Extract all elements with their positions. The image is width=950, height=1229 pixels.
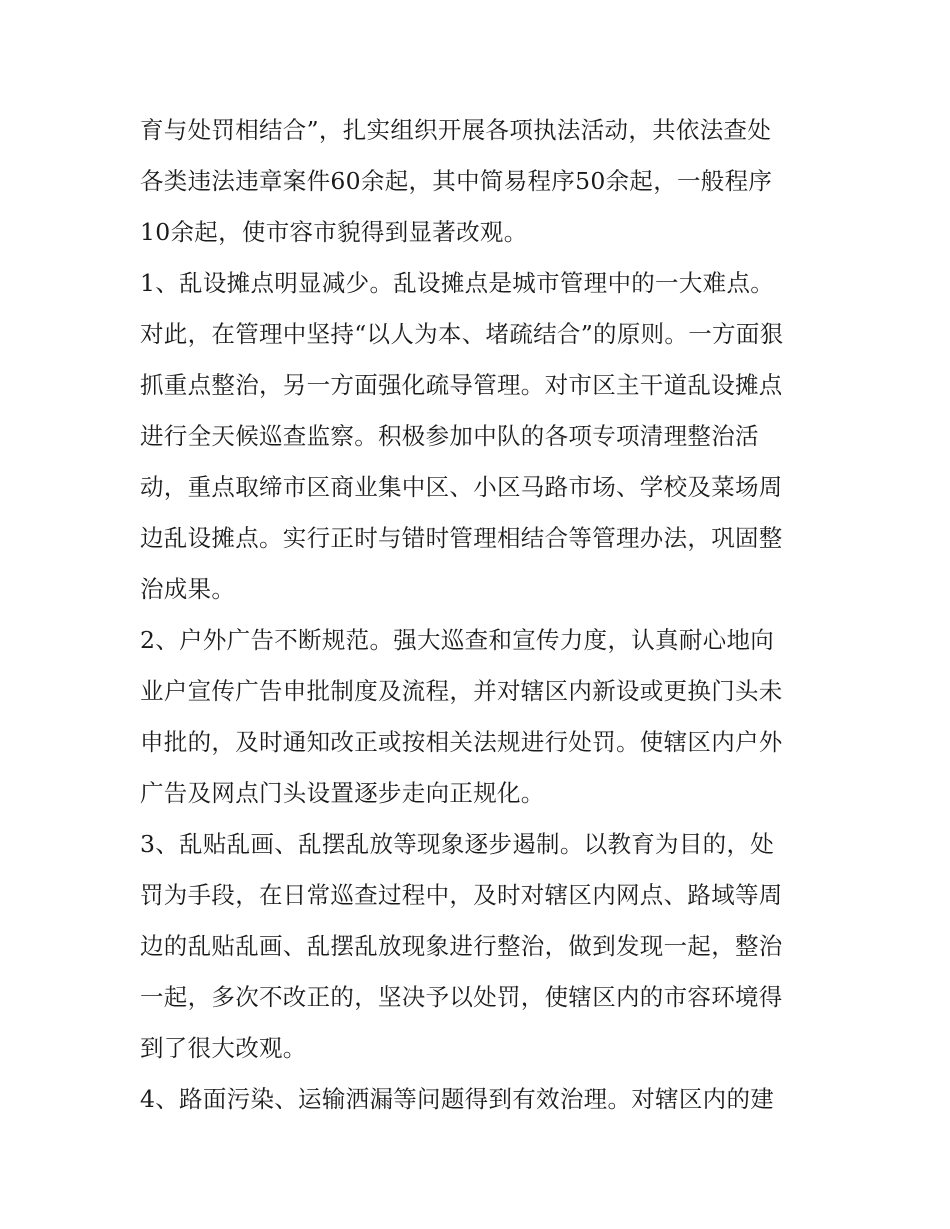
text-line: 边乱设摊点。实行正时与错时管理相结合等管理办法，巩固整 bbox=[140, 524, 783, 552]
text-line: 边的乱贴乱画、乱摆乱放现象进行整治，做到发现一起，整治 bbox=[140, 932, 783, 960]
text-line: 到了很大改观。 bbox=[140, 1034, 307, 1062]
text-line: 进行全天候巡查监察。积极参加中队的各项专项清理整治活 bbox=[140, 422, 759, 450]
text-line: 抓重点整治，另一方面强化疏导管理。对市区主干道乱设摊点 bbox=[140, 371, 783, 399]
text-line: 罚为手段，在日常巡查过程中，及时对辖区内网点、路域等周 bbox=[140, 881, 783, 909]
text-line: 一起，多次不改正的，坚决予以处罚，使辖区内的市容环境得 bbox=[140, 983, 783, 1011]
text-line: 动，重点取缔市区商业集中区、小区马路市场、学校及菜场周 bbox=[140, 473, 783, 501]
text-line: 对此，在管理中坚持“以人为本、堵疏结合”的原则。一方面狠 bbox=[140, 320, 784, 348]
text-line: 2、户外广告不断规范。强大巡查和宣传力度，认真耐心地向 bbox=[140, 626, 775, 654]
text-line: 育与处罚相结合”，扎实组织开展各项执法活动，共依法查处 bbox=[140, 116, 772, 144]
text-line: 业户宣传广告申批制度及流程，并对辖区内新设或更换门头未 bbox=[140, 677, 783, 705]
text-line: 4、路面污染、运输洒漏等问题得到有效治理。对辖区内的建 bbox=[140, 1085, 775, 1113]
text-line: 广告及网点门头设置逐步走向正规化。 bbox=[140, 779, 545, 807]
text-line: 1、乱设摊点明显减少。乱设摊点是城市管理中的一大难点。 bbox=[140, 269, 775, 297]
text-line: 10余起，使市容市貌得到显著改观。 bbox=[140, 218, 528, 246]
text-line: 申批的，及时通知改正或按相关法规进行处罚。使辖区内户外 bbox=[140, 728, 783, 756]
text-line: 各类违法违章案件60余起，其中简易程序50余起，一般程序 bbox=[140, 167, 773, 195]
text-line: 治成果。 bbox=[140, 575, 236, 603]
text-line: 3、乱贴乱画、乱摆乱放等现象逐步遏制。以教育为目的，处 bbox=[140, 830, 775, 858]
